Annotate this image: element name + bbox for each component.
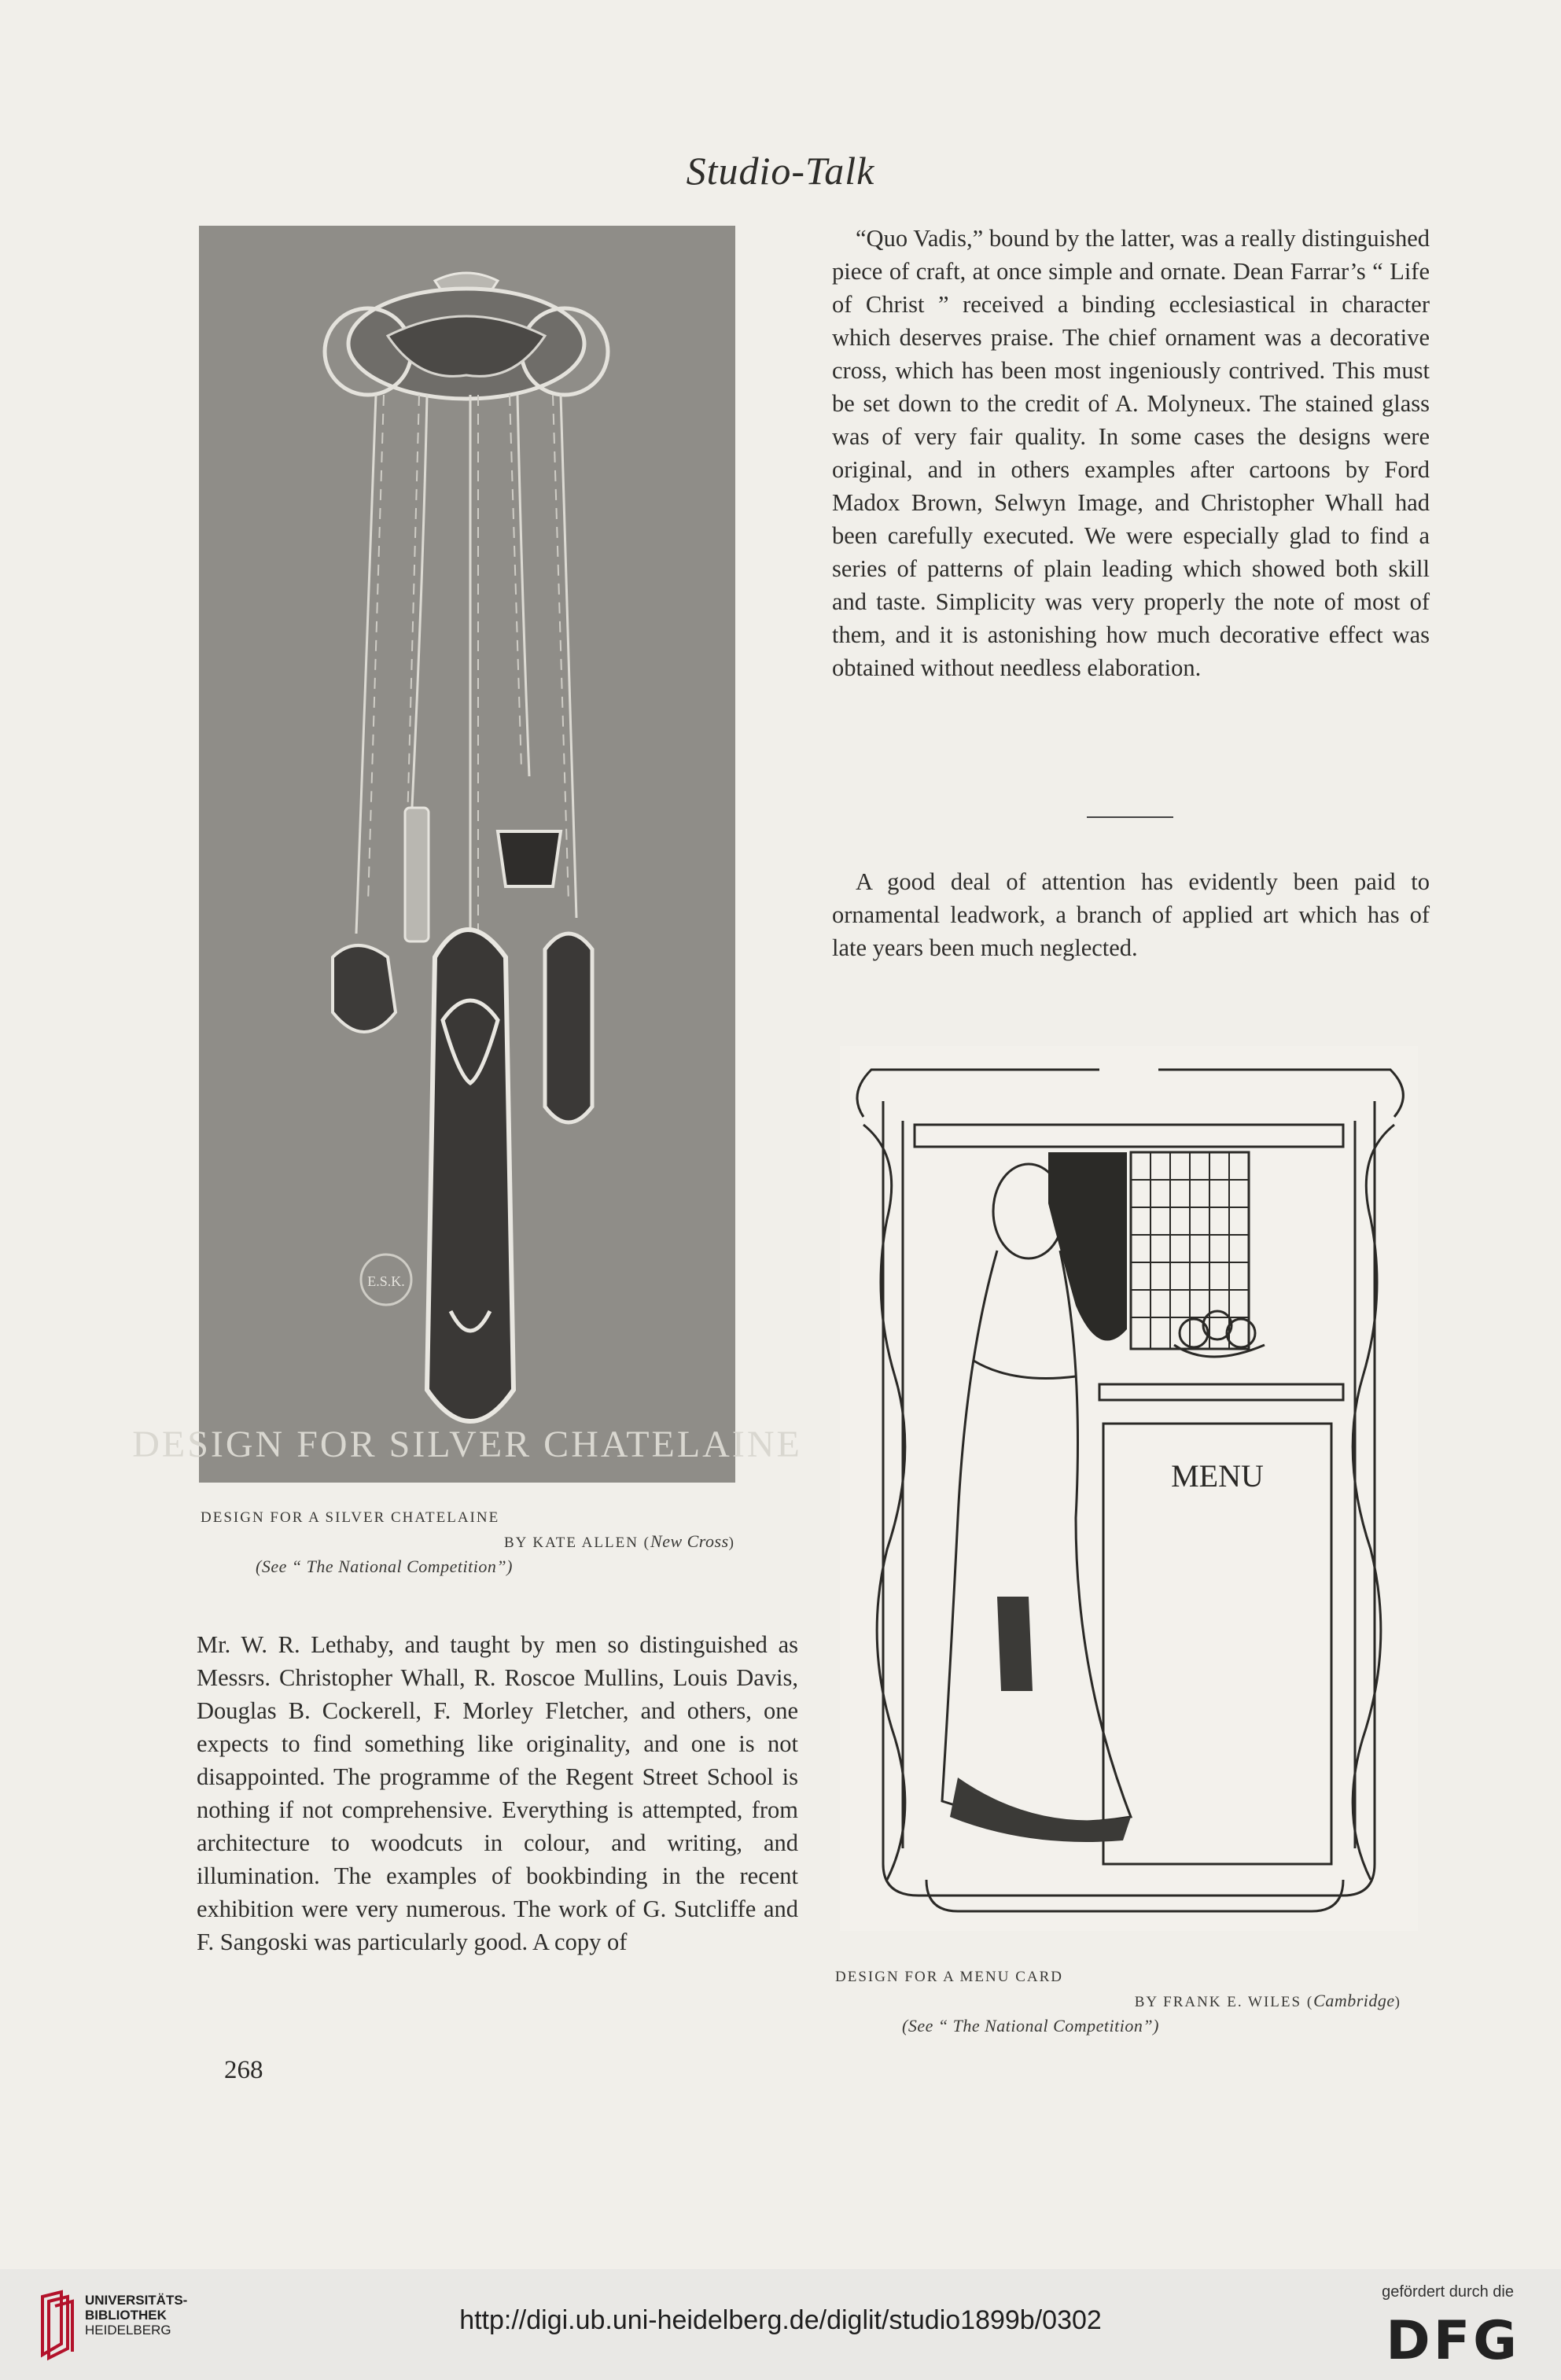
running-head: Studio-Talk: [686, 149, 875, 193]
source-url-link[interactable]: http://digi.ub.uni-heidelberg.de/diglit/studio1899b/0302: [459, 2305, 1102, 2335]
menu-card-word: MENU: [1171, 1458, 1264, 1494]
chatelaine-caption-title: DESIGN FOR A SILVER CHATELAINE: [201, 1509, 500, 1526]
right-column-text-2: [832, 865, 1430, 964]
funded-by-label: gefördert durch die: [1382, 2283, 1514, 2301]
library-name-line-1: UNIVERSITÄTS-: [85, 2293, 188, 2308]
chatelaine-inscription: DESIGN FOR SILVER CHATELAINE: [132, 1424, 802, 1465]
chatelaine-caption-place: New Cross: [650, 1531, 729, 1551]
menu-caption-artist: [835, 1989, 1401, 2014]
menu-caption-paren: ): [1394, 1994, 1401, 2010]
chatelaine-caption-paren: ): [728, 1534, 735, 1551]
menu-caption-place: Cambridge: [1313, 1991, 1395, 2010]
footer-bar: [0, 2269, 1561, 2380]
right-column-paragraph-2: A good deal of attention has evidently been paid to ornamental leadwork, a branch of applied art which has of late years been much neglected.: [832, 868, 1430, 961]
library-name-line-2: BIBLIOTHEK: [85, 2308, 167, 2323]
library-name-line-3: HEIDELBERG: [85, 2323, 171, 2338]
chatelaine-illustration: [132, 226, 802, 1483]
left-column-text: [197, 1628, 798, 1958]
menu-caption-artist-name: BY FRANK E. WILES (: [1134, 1994, 1314, 2010]
chatelaine-caption-artist-name: BY KATE ALLEN (: [503, 1534, 651, 1551]
menu-caption-reference: (See “ The National Competition”): [902, 2016, 1159, 2036]
section-divider: [1087, 816, 1173, 818]
chatelaine-caption-reference: (See “ The National Competition”): [256, 1557, 513, 1576]
left-column-paragraph: Mr. W. R. Lethaby, and taught by men so distinguished as Messrs. Christopher Whall, R. Roscoe Mullins, Louis Davis, Douglas B. Cockerell, F. Morley Fletcher, and others, one expects to find something like originality, and one is not disappointed. The programme of the Regent Street School is nothing if not comprehensive. Everything is attempted, from architecture to woodcuts in colour, and writing, and illumination. The examples of bookbinding in the recent exhibition were very numerous. The work of G. Sutcliffe and F. Sangoski was particularly good. A copy of: [197, 1631, 798, 1955]
menu-caption: [835, 1966, 1401, 2038]
menu-caption-title: DESIGN FOR A MENU CARD: [835, 1969, 1063, 1985]
dfg-logo: DFG: [1386, 2310, 1520, 2372]
menu-card-illustration: [840, 1046, 1418, 1931]
chatelaine-caption-artist: [201, 1530, 735, 1555]
page-number: 268: [224, 2056, 263, 2084]
right-column-text: [832, 222, 1430, 684]
chatelaine-monogram: E.S.K.: [367, 1273, 405, 1289]
chatelaine-caption: [201, 1506, 735, 1579]
right-column-paragraph-1: “Quo Vadis,” bound by the latter, was a really distinguished piece of craft, at once simple and ornate. Dean Farrar’s “ Life of Christ ” received a binding ecclesiastical in character which deserves praise. The chief ornament was a decorative cross, which has been most ingeniously contrived. This must be set down to the credit of A. Molyneux. The stained glass was of very fair quality. In some cases the designs were original, and in others examples after cartoons by Ford Madox Brown, Selwyn Image, and Christopher Whall had been carefully executed. We were especially glad to find a series of patterns of plain leading which showed both skill and taste. Simplicity was very properly the note of most of them, and it is astonishing how much decorative effect was obtained without needless elaboration.: [832, 225, 1430, 681]
